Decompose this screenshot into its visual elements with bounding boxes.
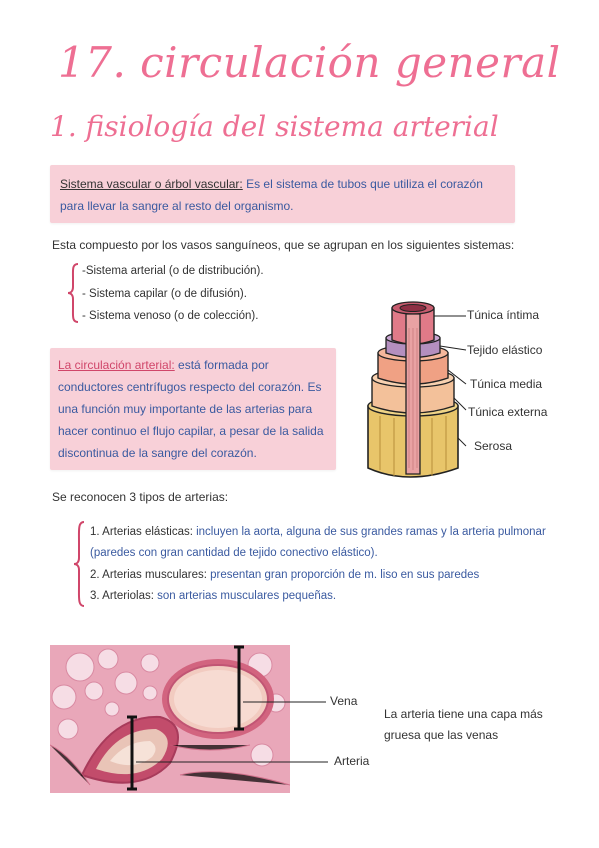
artery-type-name: 2. Arterias musculares: <box>90 569 207 581</box>
artery-type-name: 3. Arteriolas: <box>90 590 154 602</box>
page-title: 17. circulación general <box>58 38 561 87</box>
note-line: gruesa que las venas <box>384 728 499 742</box>
label-vena: Vena <box>330 694 358 708</box>
definition-term: Sistema vascular o árbol vascular: <box>60 177 243 191</box>
layer-label-externa: Túnica externa <box>468 405 548 419</box>
section-title: 1. fisiología del sistema arterial <box>50 110 499 143</box>
artery-type-name: 1. Arterias elásticas: <box>90 526 193 538</box>
artery-type-desc: incluyen la aorta, alguna de sus grandes ramas y la arteria pulmonar <box>192 526 546 538</box>
definition-term: La circulación arterial: <box>58 358 175 372</box>
layer-label-serosa: Serosa <box>474 439 513 453</box>
artery-type-desc: presentan gran proporción de m. liso en sus paredes <box>206 569 480 581</box>
label-arteria: Arteria <box>334 754 370 768</box>
layer-label-intima: Túnica íntima <box>467 308 540 322</box>
definition-body: Es el sistema de tubos que utiliza el corazón para llevar la sangre al resto del organismo. <box>60 177 483 213</box>
system-item: -Sistema arterial (o de distribución). <box>82 265 264 277</box>
intro-text: Esta compuesto por los vasos sanguíneos, que se agrupan en los siguientes sistemas: <box>52 238 515 252</box>
definition-body: está formada por conductores centrífugos respecto del corazón. Es una función muy importante de las arterias para hacer continuo el flujo capilar, a pesar de la salida discontinua de la sangre del corazón. <box>58 358 324 460</box>
system-item: - Sistema capilar (o de difusión). <box>82 288 247 300</box>
system-item: - Sistema venoso (o de colección). <box>82 310 259 322</box>
artery-type-desc: (paredes con gran cantidad de tejido conectivo elástico). <box>90 547 378 559</box>
artery-type-desc: son arterias musculares pequeñas. <box>153 590 337 602</box>
types-intro: Se reconocen 3 tipos de arterias: <box>52 490 229 504</box>
note-line: La arteria tiene una capa más <box>384 707 543 721</box>
layer-label-media: Túnica media <box>470 377 543 391</box>
layer-label-elastico: Tejido elástico <box>467 343 543 357</box>
